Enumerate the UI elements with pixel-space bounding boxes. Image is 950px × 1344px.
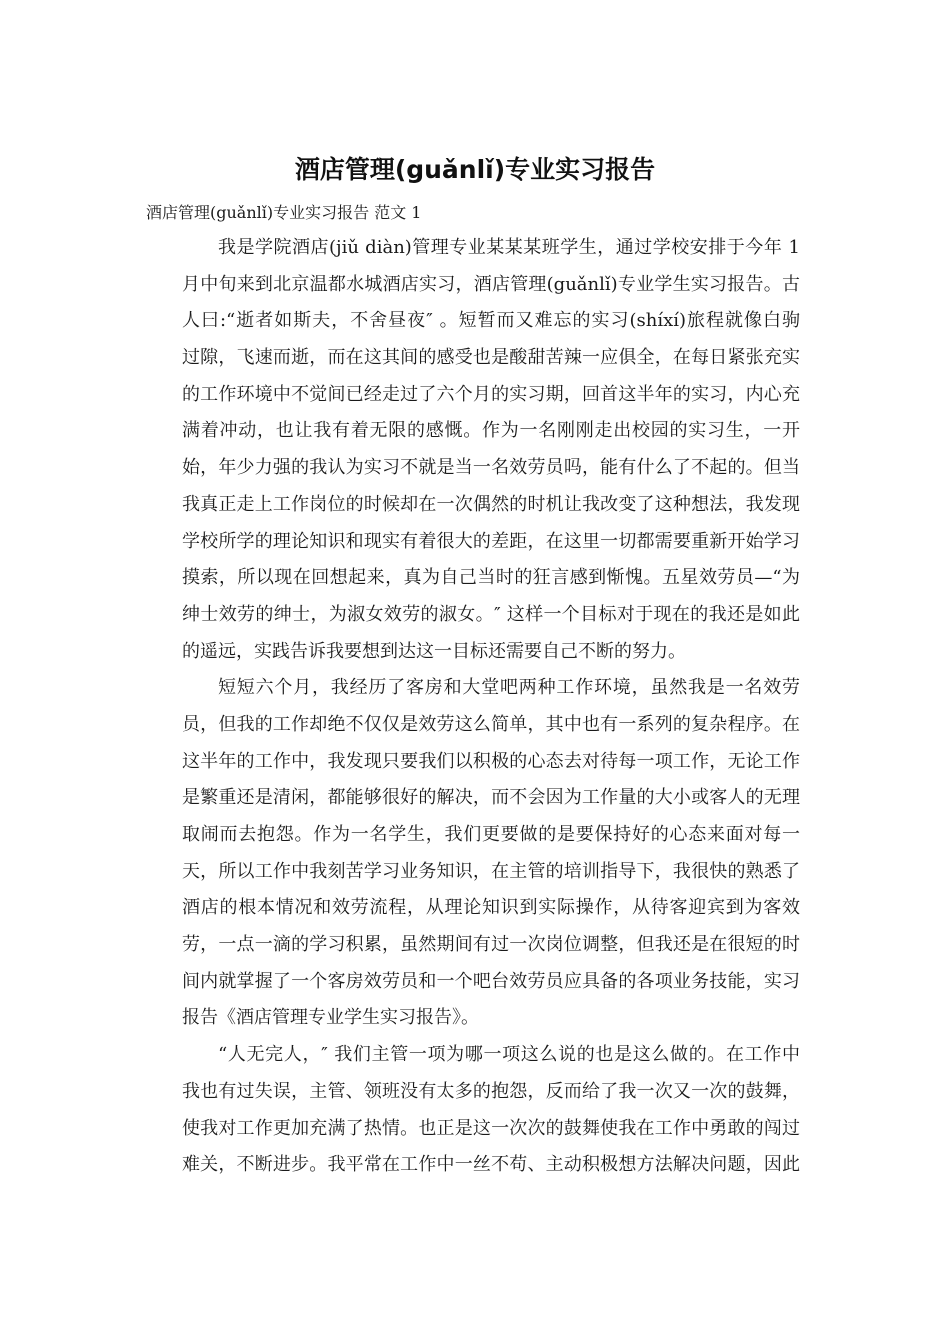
text-line: 劳，一点一滴的学习积累，虽然期间有过一次岗位调整，但我还是在很短的时 — [182, 934, 800, 956]
text-line: 员，但我的工作却绝不仅仅是效劳这么简单，其中也有一系列的复杂程序。在 — [182, 713, 800, 735]
text-line: 的工作环境中不觉间已经走过了六个月的实习期，回首这半年的实习，内心充 — [182, 383, 800, 405]
text-line: 我是学院酒店(jiǔ diàn)管理专业某某某班学生，通过学校安排于今年 1 — [218, 237, 800, 258]
text-line: 过隙，飞速而逝，而在这其间的感受也是酸甜苦辣一应俱全，在每日紧张充实 — [182, 347, 800, 369]
text-line: 间内就掌握了一个客房效劳员和一个吧台效劳员应具备的各项业务技能，实习 — [182, 970, 800, 992]
text-line: 这半年的工作中，我发现只要我们以积极的心态去对待每一项工作，无论工作 — [182, 750, 800, 772]
paragraph-3 — [146, 1037, 800, 1184]
text-line: 短短六个月，我经历了客房和大堂吧两种工作环境，虽然我是一名效劳 — [218, 677, 800, 699]
text-line: 天，所以工作中我刻苦学习业务知识，在主管的培训指导下，我很快的熟悉了 — [182, 860, 800, 882]
paragraph-2 — [146, 670, 800, 1037]
text-line: 绅士效劳的绅士，为淑女效劳的淑女。″ 这样一个目标对于现在的我还是如此 — [182, 603, 800, 625]
text-line: 月中旬来到北京温都水城酒店实习，酒店管理(guǎnlǐ)专业学生实习报告。古 — [182, 273, 800, 295]
text-line: 难关，不断进步。我平常在工作中一丝不苟、主动积极想方法解决问题，因此 — [182, 1154, 800, 1176]
paragraph-1 — [146, 230, 800, 670]
text-line: 取闹而去抱怨。作为一名学生，我们更要做的是要保持好的心态来面对每一 — [182, 824, 800, 845]
text-line: 的遥远，实践告诉我要想到达这一目标还需要自己不断的努力。 — [182, 640, 686, 662]
text-line: 使我对工作更加充满了热情。也正是这一次次的鼓舞使我在工作中勇敢的闯过 — [182, 1117, 800, 1139]
document-title: 酒店管理(guǎnlǐ)专业实习报告 — [294, 155, 656, 184]
text-line: 学校所学的理论知识和现实有着很大的差距，在这里一切都需要重新开始学习 — [182, 530, 800, 552]
text-line: 人曰:“逝者如斯夫，不舍昼夜″ 。短暂而又难忘的实习(shíxí)旅程就像白驹 — [182, 310, 800, 332]
document-body — [146, 230, 800, 1184]
text-line: 酒店的根本情况和效劳流程，从理论知识到实际操作，从待客迎宾到为客效 — [182, 897, 800, 919]
document-subtitle: 酒店管理(guǎnlǐ)专业实习报告 范文 1 — [146, 203, 422, 222]
text-line: 报告《酒店管理专业学生实习报告》。 — [182, 1007, 479, 1029]
text-line: 满着冲动，也让我有着无限的感慨。作为一名刚刚走出校园的实习生，一开 — [182, 420, 800, 442]
text-line: 我也有过失误，主管、领班没有太多的抱怨，反而给了我一次又一次的鼓舞， — [182, 1080, 800, 1102]
text-line: “人无完人，″ 我们主管一项为哪一项这么说的也是这么做的。在工作中 — [218, 1044, 800, 1066]
text-line: 始，年少力强的我认为实习不就是当一名效劳员吗，能有什么了不起的。但当 — [182, 457, 800, 479]
text-line: 我真正走上工作岗位的时候却在一次偶然的时机让我改变了这种想法，我发现 — [182, 493, 800, 515]
text-line: 是繁重还是清闲，都能够很好的解决，而不会因为工作量的大小或客人的无理 — [182, 787, 800, 809]
text-line: 摸索，所以现在回想起来，真为自己当时的狂言感到惭愧。五星效劳员—“为 — [182, 567, 800, 589]
